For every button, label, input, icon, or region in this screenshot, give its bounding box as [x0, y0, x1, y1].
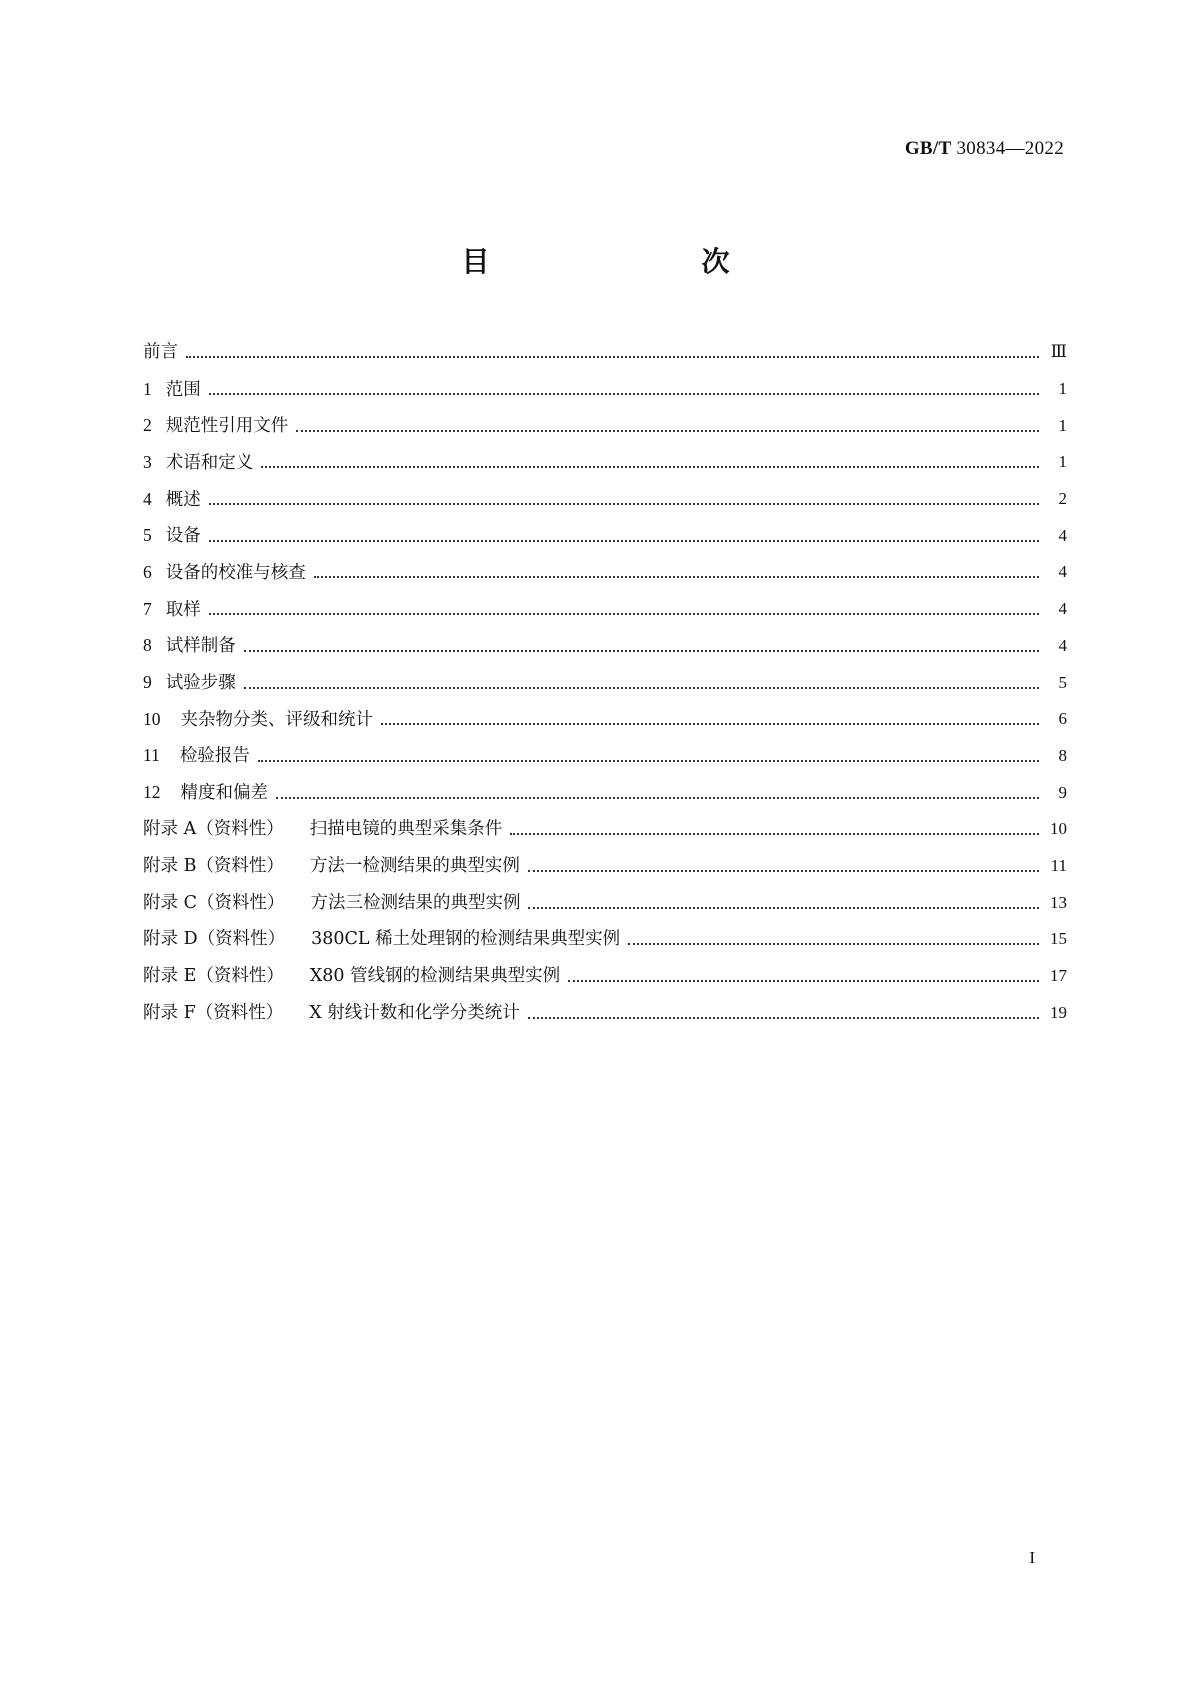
toc-leader-dots: [510, 813, 1039, 835]
toc-leader-dots: [209, 520, 1039, 542]
toc-entry-number: 6: [143, 561, 152, 582]
toc-entry-label: 前言: [143, 342, 178, 363]
toc-leader-dots: [209, 483, 1039, 505]
toc-page-number: 8: [1058, 745, 1067, 765]
toc-entry-label: X80 管线钢的检测结果典型实例: [309, 966, 561, 987]
table-of-contents: [143, 334, 1067, 1031]
toc-entry-label: 夹杂物分类、评级和统计: [180, 709, 373, 730]
toc-entry-label: 设备: [165, 526, 201, 547]
toc-page-number: 2: [1058, 489, 1067, 509]
toc-entry-2[interactable]: [143, 407, 1067, 444]
toc-entry-10[interactable]: [143, 701, 1067, 738]
toc-entry-label: 检验报告: [179, 746, 250, 767]
toc-entry-label: 扫描电镜的典型采集条件: [309, 819, 503, 840]
toc-entry-label: 设备的校准与核查: [165, 562, 306, 583]
toc-entry-label: 规范性引用文件: [165, 416, 289, 437]
toc-entry-number: 10: [143, 708, 161, 729]
standard-year: 30834—2022: [956, 138, 1064, 159]
toc-entry-label: 术语和定义: [165, 452, 254, 473]
toc-entry-number: 3: [143, 451, 152, 472]
toc-page-number: 1: [1058, 452, 1067, 472]
toc-entry-number: 11: [143, 745, 160, 766]
toc-entry-number: 7: [143, 598, 152, 619]
toc-annex-number: 附录 D（资料性）: [143, 929, 286, 950]
toc-leader-dots: [314, 556, 1039, 578]
toc-page-number: 1: [1058, 415, 1067, 435]
toc-entry-label: X 射线计数和化学分类统计: [309, 1002, 520, 1023]
toc-annex-number: 附录 E（资料性）: [143, 966, 284, 987]
toc-entry-foreword[interactable]: [143, 334, 1067, 371]
toc-entry-label: 范围: [165, 379, 201, 400]
toc-page-number: 11: [1050, 855, 1067, 875]
toc-entry-9[interactable]: [143, 664, 1067, 701]
toc-leader-dots: [244, 667, 1039, 689]
toc-entry-label: 精度和偏差: [180, 783, 268, 804]
toc-annex-number: 附录 A（资料性）: [143, 819, 284, 840]
toc-entry-6[interactable]: [143, 554, 1067, 591]
page-title: 目 次: [461, 245, 782, 278]
toc-page-number: 5: [1058, 672, 1067, 692]
toc-annex-number: 附录 B（资料性）: [143, 855, 284, 876]
toc-leader-dots: [381, 703, 1039, 725]
toc-entry-12[interactable]: [143, 774, 1067, 811]
toc-annex-number: 附录 F（资料性）: [143, 1002, 284, 1023]
standard-number: [905, 138, 1064, 160]
toc-entry-annex-c[interactable]: [143, 884, 1067, 921]
toc-leader-dots: [528, 850, 1039, 872]
toc-leader-dots: [528, 997, 1039, 1019]
toc-leader-dots: [528, 887, 1039, 909]
toc-page-number: 4: [1058, 525, 1067, 545]
toc-entry-annex-f[interactable]: [143, 994, 1067, 1031]
toc-entry-annex-b[interactable]: [143, 848, 1067, 885]
toc-entry-number: 4: [143, 488, 152, 509]
toc-entry-11[interactable]: [143, 738, 1067, 775]
toc-entry-number: 2: [143, 415, 152, 436]
toc-annex-number: 附录 C（资料性）: [143, 892, 285, 913]
toc-leader-dots: [628, 923, 1039, 945]
toc-leader-dots: [568, 960, 1039, 982]
toc-entry-1[interactable]: [143, 371, 1067, 408]
toc-leader-dots: [261, 446, 1039, 468]
toc-leader-dots: [276, 777, 1039, 799]
toc-entry-number: 5: [143, 525, 152, 546]
toc-entry-label: 取样: [165, 599, 201, 620]
toc-page-number: 4: [1058, 635, 1067, 655]
toc-entry-annex-a[interactable]: [143, 811, 1067, 848]
toc-entry-number: 1: [143, 378, 152, 399]
toc-leader-dots: [296, 410, 1039, 432]
toc-page-number: 15: [1050, 929, 1067, 949]
toc-leader-dots: [209, 373, 1039, 395]
toc-entry-number: 12: [143, 782, 161, 803]
toc-page-number: 9: [1058, 782, 1067, 802]
page-number-footer: I: [1029, 1548, 1035, 1567]
toc-entry-5[interactable]: [143, 517, 1067, 554]
toc-entry-label: 方法三检测结果的典型实例: [310, 892, 521, 913]
toc-entry-number: 9: [143, 672, 152, 693]
toc-entry-label: 380CL 稀土处理钢的检测结果典型实例: [311, 929, 621, 950]
toc-page-number: 6: [1058, 709, 1067, 729]
toc-entry-label: 试样制备: [165, 636, 236, 657]
toc-entry-7[interactable]: [143, 591, 1067, 628]
toc-page-number: 10: [1050, 819, 1067, 839]
toc-page-number: 13: [1050, 892, 1067, 912]
toc-page-number: 4: [1058, 599, 1067, 619]
toc-entry-label: 方法一检测结果的典型实例: [309, 855, 520, 876]
toc-page-number: 4: [1058, 562, 1067, 582]
toc-entry-number: 8: [143, 635, 152, 656]
toc-page-number: 17: [1050, 966, 1067, 986]
standard-code: GB/T: [904, 138, 952, 159]
toc-entry-annex-d[interactable]: [143, 921, 1067, 958]
toc-leader-dots: [258, 740, 1039, 762]
toc-leader-dots: [186, 336, 1039, 358]
toc-page-number: 1: [1058, 379, 1067, 399]
toc-leader-dots: [244, 630, 1039, 652]
toc-page-number: 19: [1050, 1002, 1067, 1022]
toc-entry-label: 试验步骤: [165, 673, 236, 694]
toc-entry-label: 概述: [165, 489, 201, 510]
toc-entry-annex-e[interactable]: [143, 958, 1067, 995]
toc-leader-dots: [209, 593, 1039, 615]
toc-entry-8[interactable]: [143, 628, 1067, 665]
toc-entry-4[interactable]: [143, 481, 1067, 518]
toc-page-number: Ⅲ: [1050, 342, 1067, 362]
toc-entry-3[interactable]: [143, 444, 1067, 481]
